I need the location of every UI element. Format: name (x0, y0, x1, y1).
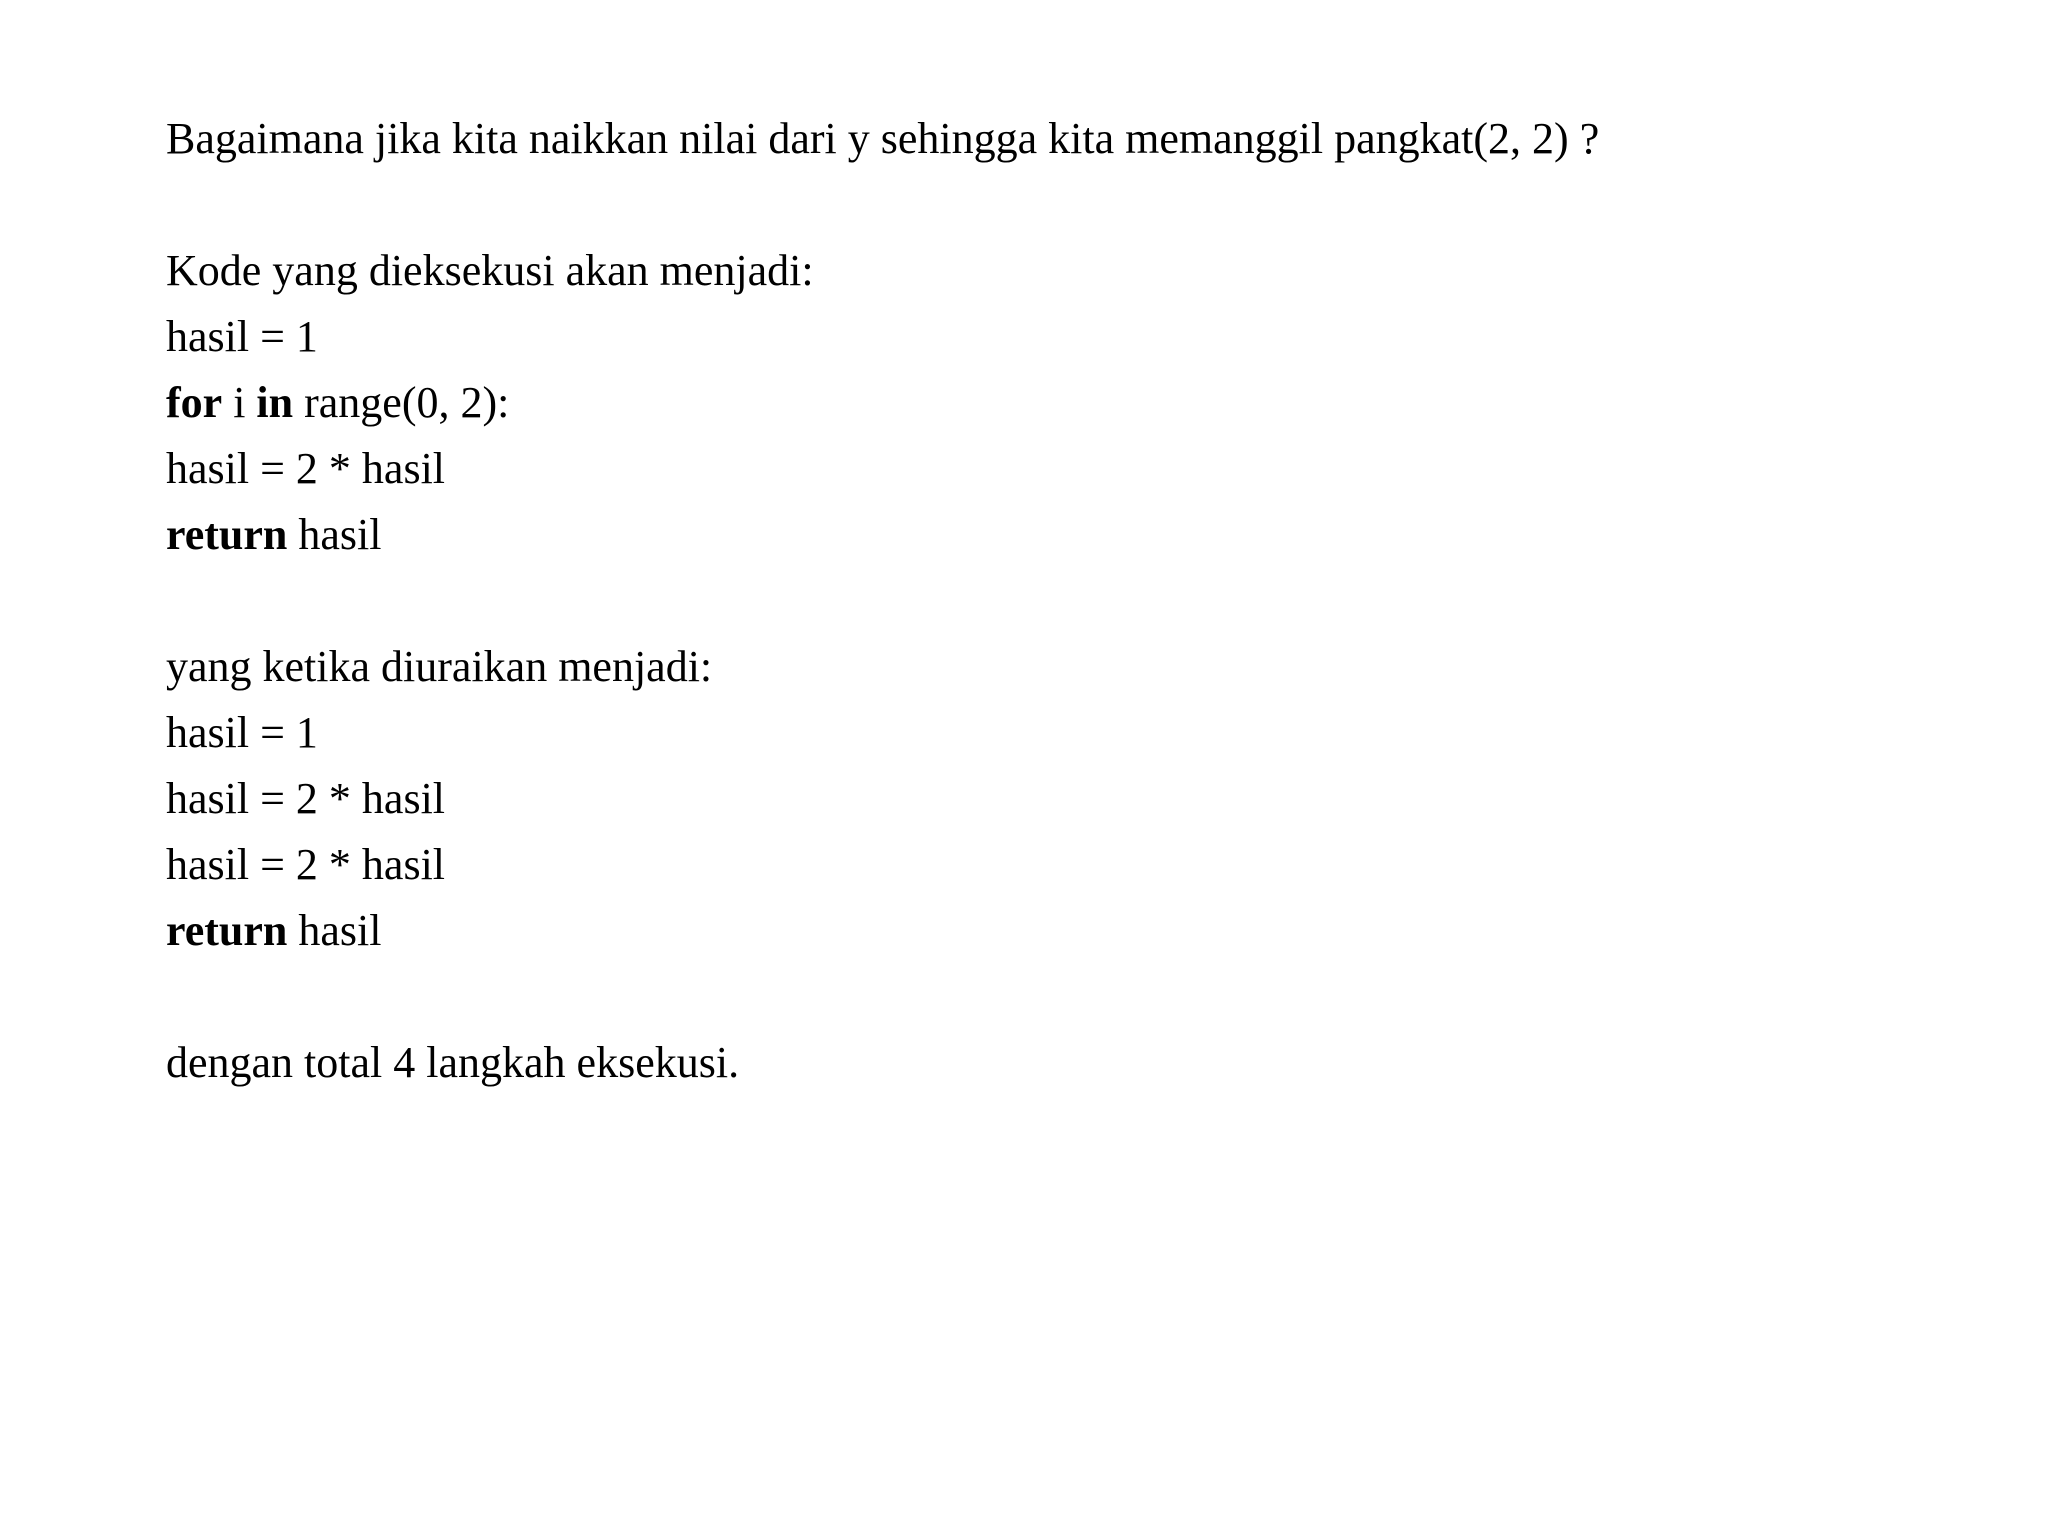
code-text: hasil (287, 906, 382, 955)
keyword-in: in (256, 378, 294, 427)
spacer (166, 964, 1966, 1030)
code-text: hasil (287, 510, 382, 559)
code-text: i (222, 378, 257, 427)
code-line-1: hasil = 1 (166, 312, 318, 361)
expanded-line-2: hasil = 2 * hasil (166, 774, 446, 823)
code-heading: Kode yang dieksekusi akan menjadi: (166, 246, 814, 295)
code-line-4 (166, 502, 1966, 568)
keyword-return: return (166, 906, 288, 955)
spacer (166, 568, 1966, 634)
expanded-line-3: hasil = 2 * hasil (166, 840, 446, 889)
expanded-heading: yang ketika diuraikan menjadi: (166, 642, 713, 691)
intro-paragraph: Bagaimana jika kita naikkan nilai dari y sehingga kita memanggil pangkat(2, 2) ? (166, 114, 1600, 163)
conclusion-paragraph: dengan total 4 langkah eksekusi. (166, 1038, 740, 1087)
spacer (166, 172, 1966, 238)
keyword-for: for (166, 378, 223, 427)
code-text: range(0, 2): (293, 378, 510, 427)
keyword-return: return (166, 510, 288, 559)
expanded-line-4 (166, 898, 1966, 964)
document-body (166, 106, 1966, 1096)
code-line-3: hasil = 2 * hasil (166, 444, 446, 493)
expanded-line-1: hasil = 1 (166, 708, 318, 757)
code-line-2 (166, 370, 1966, 436)
